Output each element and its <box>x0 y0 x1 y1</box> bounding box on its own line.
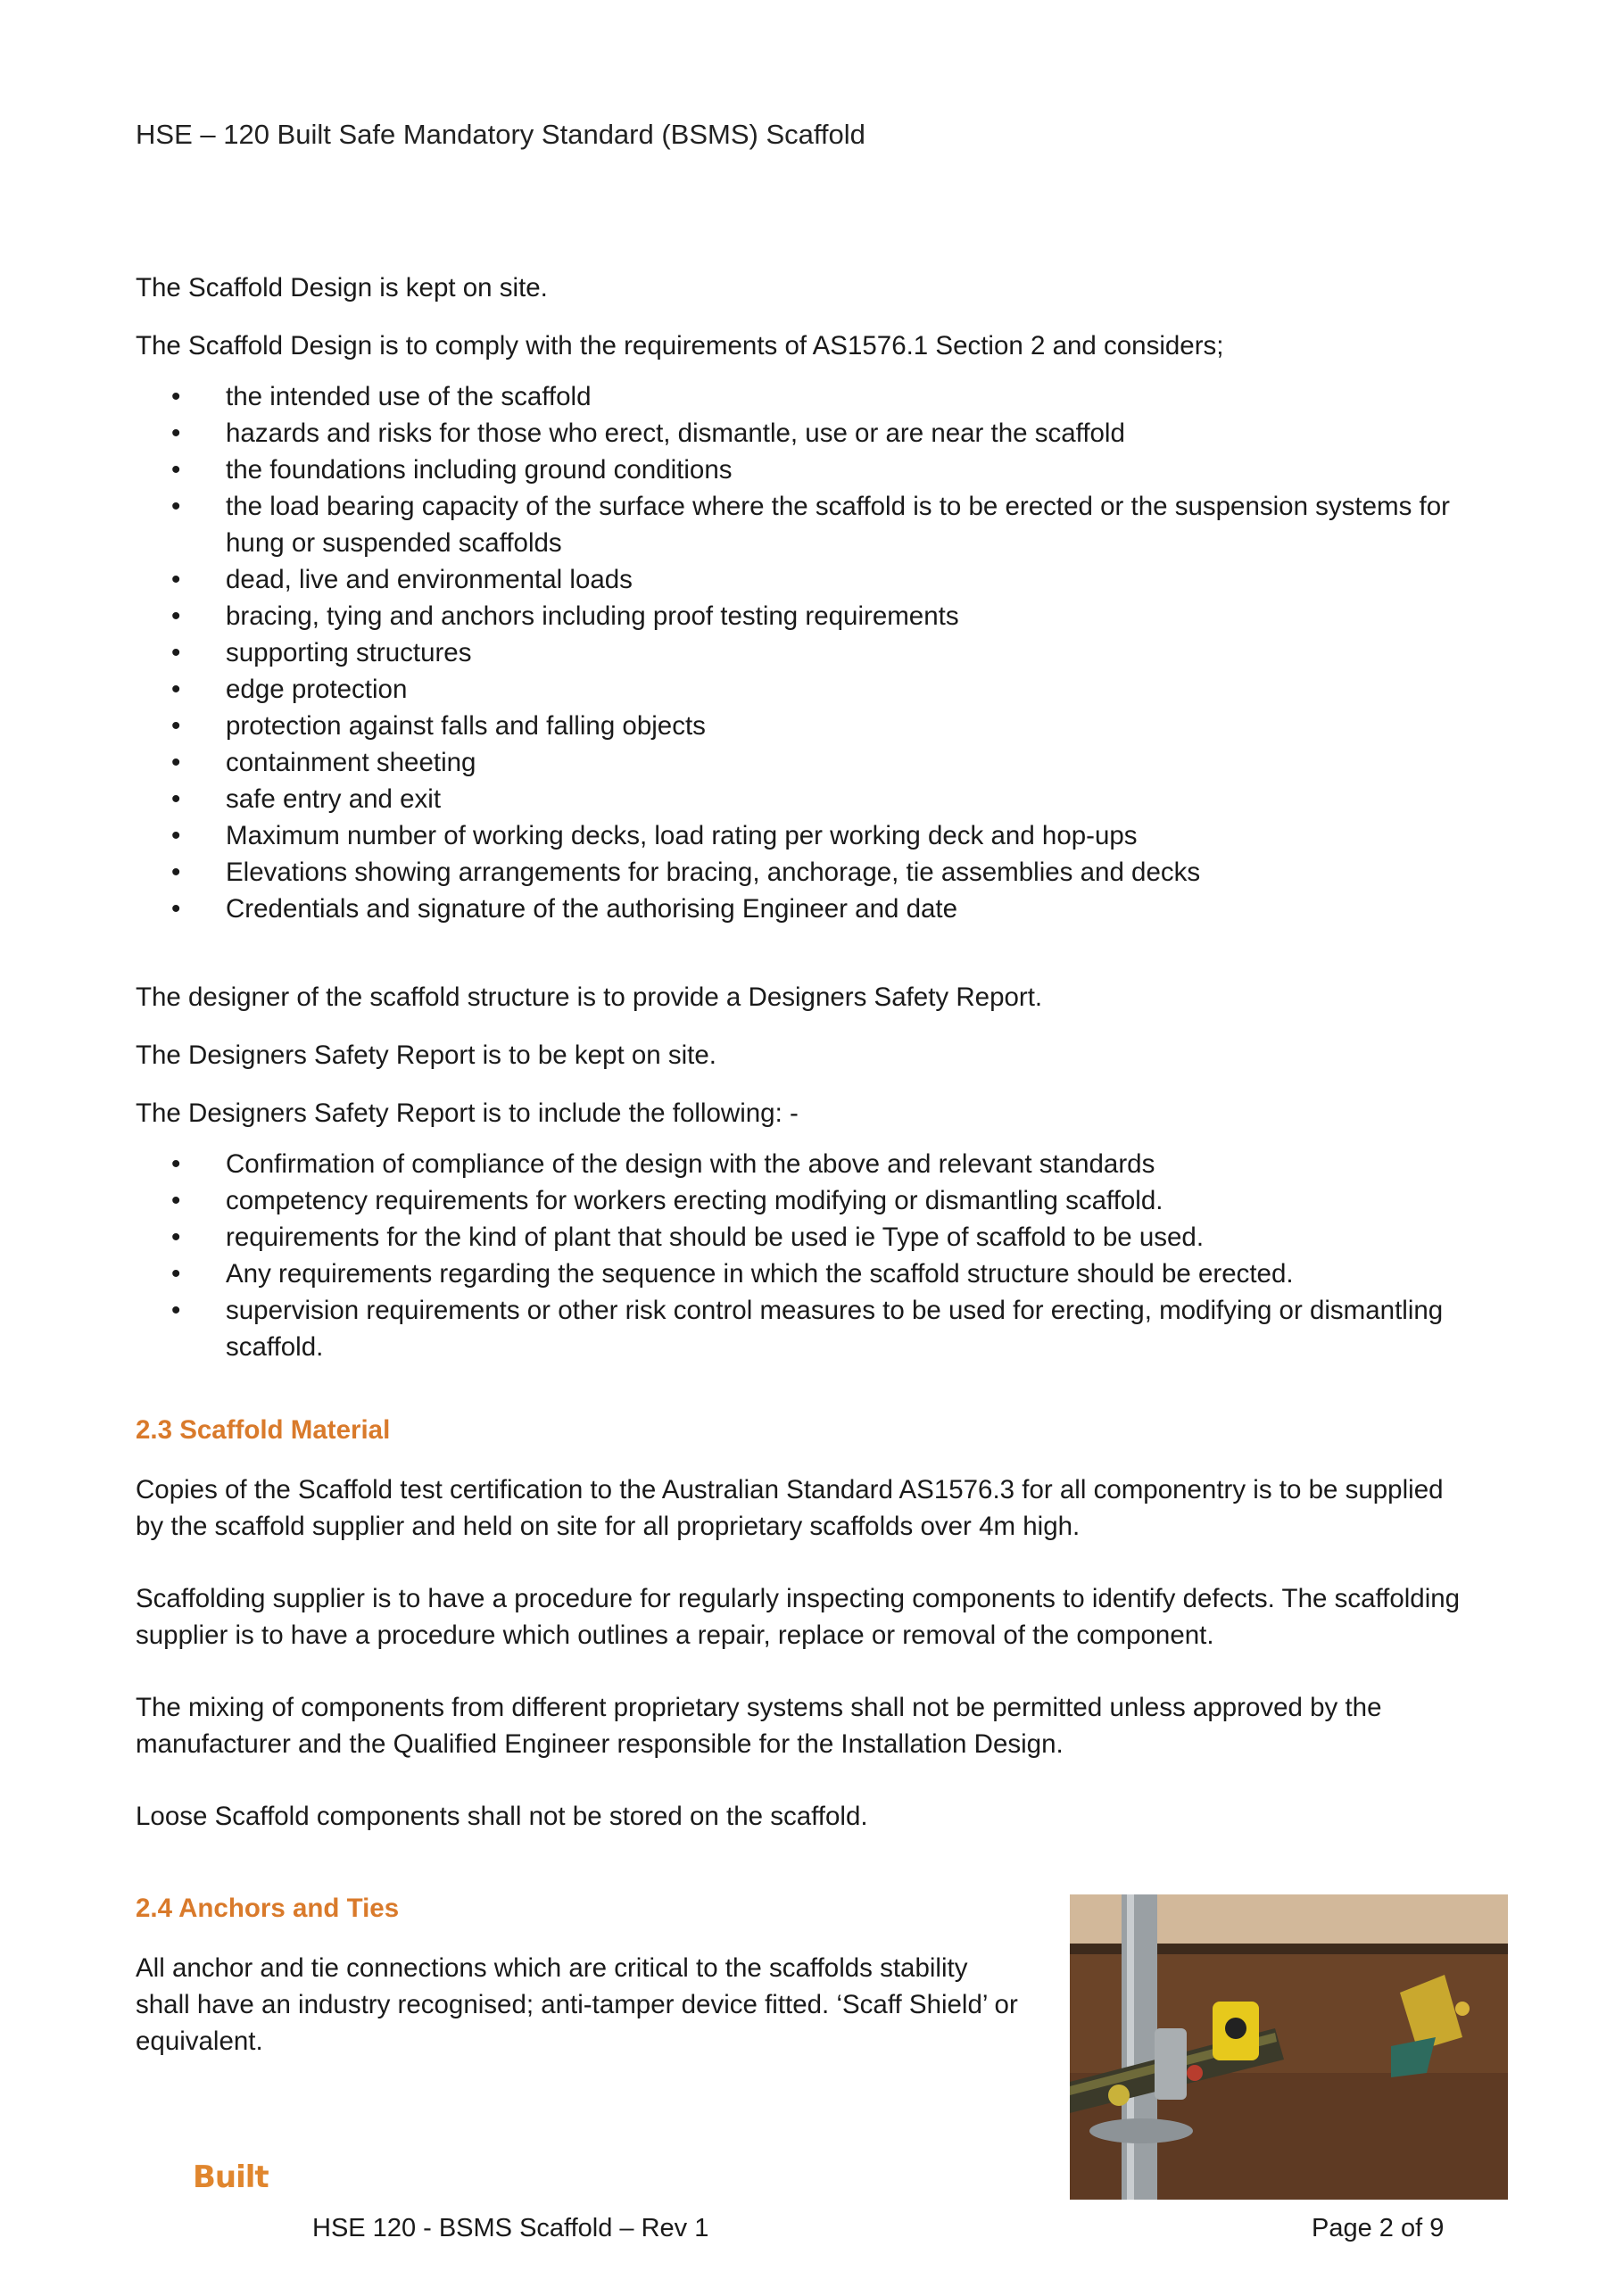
document-body <box>136 269 1465 2060</box>
bullet-icon: • <box>171 1223 181 1252</box>
list-item: • competency requirements for workers erecting modifying or dismantling scaffold. <box>136 1182 1465 1219</box>
paragraph: Scaffolding supplier is to have a procedure for regularly inspecting components to identify defects. The scaffolding supplier is to have a procedure which outlines a repair, replace or removal of the component. <box>136 1584 1461 1650</box>
bullet-icon: • <box>171 419 181 448</box>
list-item: • Elevations showing arrangements for bracing, anchorage, tie assemblies and decks <box>136 854 1465 891</box>
list-item: • Maximum number of working decks, load rating per working deck and hop-ups <box>136 817 1465 854</box>
paragraph: The designer of the scaffold structure is to provide a Designers Safety Report. <box>136 982 1043 1012</box>
section-heading: 2.3 Scaffold Material <box>136 1415 391 1445</box>
bullet-icon: • <box>171 1149 181 1179</box>
bullet-icon: • <box>171 382 181 411</box>
bullet-icon: • <box>171 1259 181 1289</box>
list-item: • Any requirements regarding the sequence in which the scaffold structure should be erected. <box>136 1256 1465 1292</box>
bullet-icon: • <box>171 784 181 814</box>
bullet-icon: • <box>171 601 181 631</box>
paragraph: The Designers Safety Report is to include the following: - <box>136 1098 799 1128</box>
bullet-icon: • <box>171 858 181 887</box>
bullet-icon: • <box>171 821 181 850</box>
list-item: • Credentials and signature of the authorising Engineer and date <box>136 891 1465 927</box>
list-item: • supporting structures <box>136 634 1465 671</box>
bullet-icon: • <box>171 638 181 667</box>
list-item: • bracing, tying and anchors including proof testing requirements <box>136 598 1465 634</box>
scaff-shield-photo <box>1070 1894 1508 2200</box>
design-considerations-list <box>136 378 1465 927</box>
list-item: • dead, live and environmental loads <box>136 561 1465 598</box>
bullet-icon: • <box>171 492 181 521</box>
list-item: • the intended use of the scaffold <box>136 378 1465 415</box>
bullet-icon: • <box>171 675 181 704</box>
bullet-icon: • <box>171 565 181 594</box>
paragraph: The Scaffold Design is to comply with the requirements of AS1576.1 Section 2 and considers; <box>136 331 1224 361</box>
paragraph: The mixing of components from different proprietary systems shall not be permitted unless approved by the manufacturer and the Qualified Engineer responsible for the Installation Design. <box>136 1693 1382 1759</box>
list-item: • requirements for the kind of plant that should be used ie Type of scaffold to be used. <box>136 1219 1465 1256</box>
list-item: • edge protection <box>136 671 1465 708</box>
list-item: • supervision requirements or other risk control measures to be used for erecting, modifying or dismantling scaffold. <box>136 1292 1465 1365</box>
bullet-icon: • <box>171 455 181 485</box>
page-number: Page 2 of 9 <box>1312 2214 1445 2242</box>
footer-doc-title: HSE 120 - BSMS Scaffold – Rev 1 <box>312 2214 709 2242</box>
bullet-icon: • <box>171 1186 181 1215</box>
list-item: • hazards and risks for those who erect, dismantle, use or are near the scaffold <box>136 415 1465 452</box>
list-item: • safe entry and exit <box>136 781 1465 817</box>
list-item: • Confirmation of compliance of the design with the above and relevant standards <box>136 1146 1465 1182</box>
built-logo: Built <box>193 2159 269 2195</box>
bullet-icon: • <box>171 711 181 741</box>
bullet-icon: • <box>171 748 181 777</box>
paragraph: The Designers Safety Report is to be kept on site. <box>136 1040 716 1070</box>
list-item: • protection against falls and falling objects <box>136 708 1465 744</box>
bullet-icon: • <box>171 894 181 924</box>
list-item: • the foundations including ground conditions <box>136 452 1465 488</box>
list-item: • containment sheeting <box>136 744 1465 781</box>
section-heading: 2.4 Anchors and Ties <box>136 1894 400 1923</box>
list-item: • the load bearing capacity of the surface where the scaffold is to be erected or the suspension systems for hung or suspended scaffolds <box>136 488 1465 561</box>
bullet-icon: • <box>171 1296 181 1325</box>
page-header: HSE – 120 Built Safe Mandatory Standard (BSMS) Scaffold <box>136 119 865 150</box>
safety-report-list <box>136 1146 1465 1365</box>
paragraph: All anchor and tie connections which are critical to the scaffolds stability shall have an industry recognised; anti-tamper device fitted. ‘Scaff Shield’ or equivalent. <box>136 1953 1018 2056</box>
paragraph: Loose Scaffold components shall not be stored on the scaffold. <box>136 1802 868 1831</box>
paragraph: Copies of the Scaffold test certification to the Australian Standard AS1576.3 for all componentry is to be supplied by the scaffold supplier and held on site for all proprietary scaffolds over 4m high. <box>136 1475 1444 1541</box>
paragraph: The Scaffold Design is kept on site. <box>136 273 548 303</box>
